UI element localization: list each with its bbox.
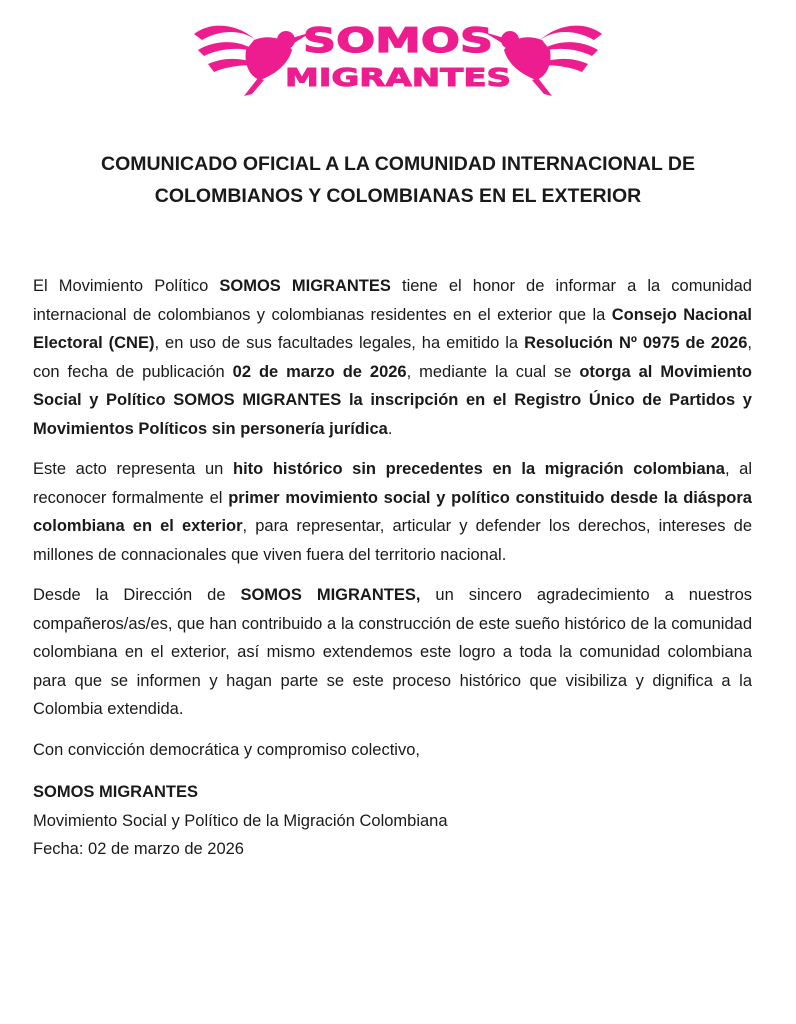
logo-line-migrantes: MIGRANTES (285, 63, 511, 92)
bold-text-run: SOMOS MIGRANTES (219, 277, 391, 295)
bold-text-run: Consejo Nacional Electoral (CNE) (33, 305, 752, 352)
text-run: , en uso de sus facultades legales, ha emitido la (154, 334, 525, 352)
title-line-2: COLOMBIANOS Y COLOMBIANAS EN EL EXTERIOR (154, 185, 642, 207)
text-run: . (387, 419, 393, 438)
logo-line-somos: SOMOS (303, 21, 493, 61)
bold-text-run: otorga al Movimiento Social y Político SOMOS MIGRANTES la inscripción en el Registro Único de Partidos y Movimientos Políticos sin personería jurídica (33, 362, 752, 438)
title-line-1: COMUNICADO OFICIAL A LA COMUNIDAD INTERNACIONAL DE (100, 153, 695, 175)
signature-org: SOMOS MIGRANTES (33, 783, 199, 801)
bold-text-run: hito histórico sin precedentes en la migración colombiana (232, 460, 725, 478)
text-run: , al reconocer formalmente el (33, 460, 752, 507)
text-run: , para representar, articular y defender los derechos, intereses de millones de connacionales que viven fuera del territorio nacional. (33, 517, 752, 564)
signature-subtitle: Movimiento Social y Político de la Migración Colombiana (33, 811, 448, 830)
bold-text-run: primer movimiento social y político constituido desde la diáspora colombiana en el exterior (33, 488, 752, 535)
somos-migrantes-logo (188, 10, 608, 98)
bold-text-run: Resolución Nº 0975 de 2026 (524, 334, 748, 352)
paragraph-acknowledgement (33, 581, 752, 724)
page-title (40, 148, 756, 212)
text-run: , mediante la cual se (406, 362, 580, 381)
communique-body (33, 272, 752, 864)
text-run: El Movimiento Político (33, 277, 220, 295)
signature-block (33, 778, 752, 864)
text-run: un sincero agradecimiento a nuestros compañeros/as/es, que han contribuido a la construcción de este sueño histórico de la comunidad colombiana en el exterior, así mismo extendemos este logro a toda la comunidad colombiana para que se informen y hagan parte se este proceso histórico que visibiliza y dignifica a la Colombia extendida. (33, 586, 753, 718)
text-run: Desde la Dirección de (33, 586, 241, 604)
bold-text-run: 02 de marzo de 2026 (232, 362, 407, 381)
text-run: , con fecha de publicación (33, 334, 753, 381)
text-run: tiene el honor de informar a la comunidad internacional de colombianos y colombianas residentes en el exterior que la (33, 277, 752, 324)
signature-date: Fecha: 02 de marzo de 2026 (33, 840, 244, 858)
bold-text-run: SOMOS MIGRANTES, (240, 586, 421, 604)
text-run: Este acto representa un (33, 460, 233, 478)
paragraph-historic-milestone (33, 455, 752, 569)
paragraph-announcement (33, 272, 752, 443)
closing-line: Con convicción democrática y compromiso colectivo, (33, 740, 420, 759)
